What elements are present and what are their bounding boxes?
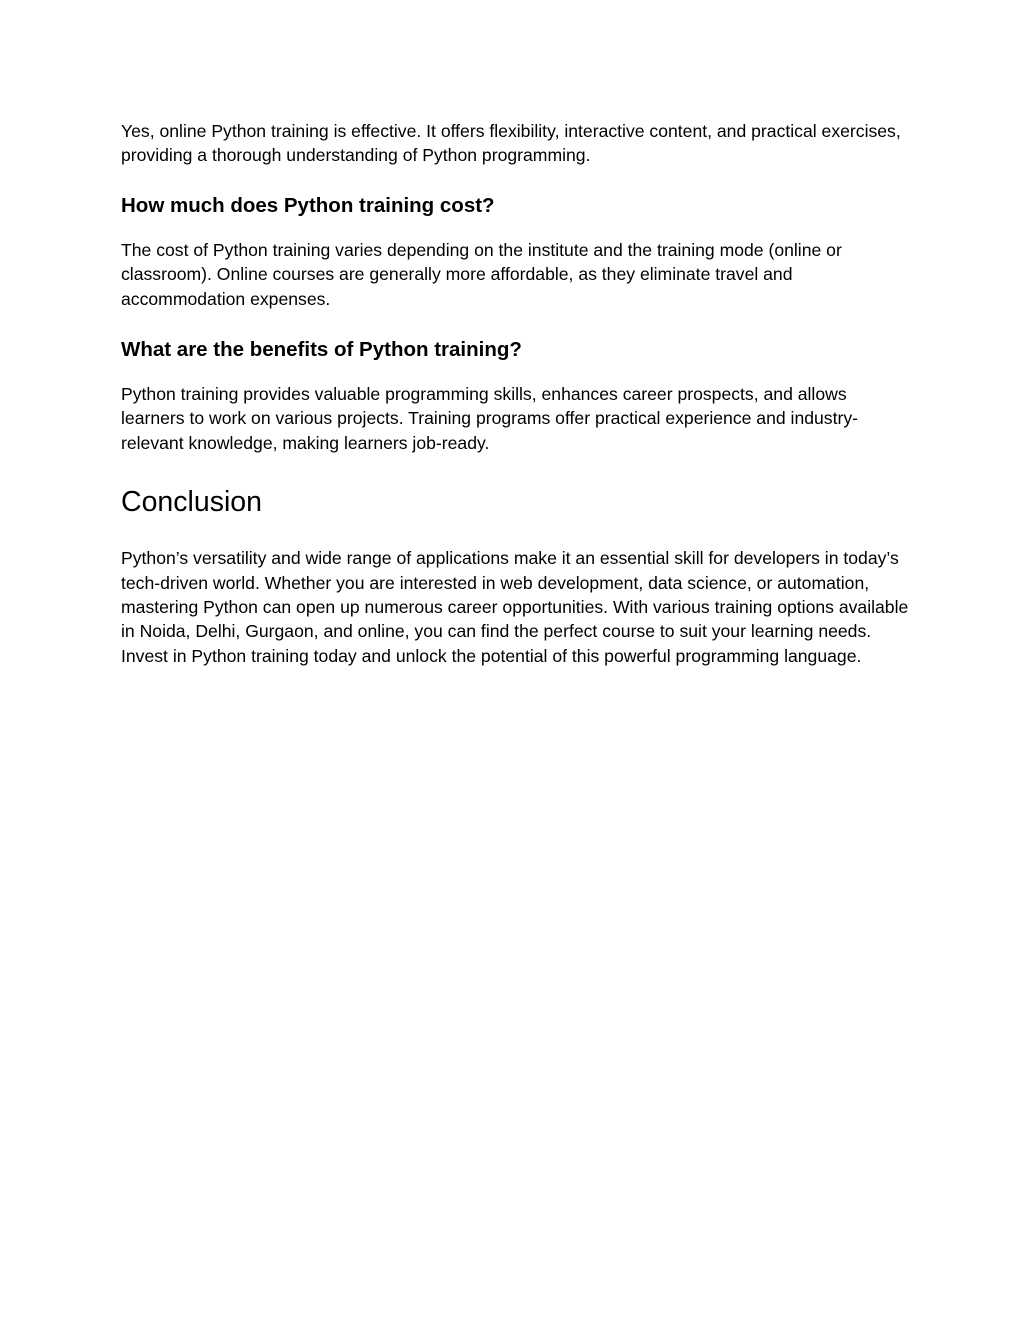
- conclusion-paragraph: Python’s versatility and wide range of applications make it an essential skill for developers in today’s tech-driven world. Whether you are interested in web development, data science, or automation, mastering Python can open up numerous career opportunities. With various training options available in Noida, Delhi, Gurgaon, and online, you can find the perfect course to suit your learning needs. Invest in Python training today and unlock the potential of this powerful programming language.: [121, 548, 909, 666]
- intro-paragraph: Yes, online Python training is effective. It offers flexibility, interactive content, and practical exercises, providing a thorough understanding of Python programming.: [121, 121, 901, 166]
- faq-heading-benefits: What are the benefits of Python training?: [121, 338, 522, 362]
- document-page: [121, 119, 911, 668]
- faq-answer-benefits: Python training provides valuable programming skills, enhances career prospects, and allows learners to work on various projects. Training programs offer practical experience and industry-relevant knowledge, making learners job-ready.: [121, 384, 859, 453]
- conclusion-heading: Conclusion: [121, 486, 262, 519]
- faq-heading-cost: How much does Python training cost?: [121, 193, 495, 217]
- faq-answer-cost: The cost of Python training varies depending on the institute and the training mode (online or classroom). Online courses are generally more affordable, as they eliminate travel and accommodation expenses.: [121, 239, 842, 309]
